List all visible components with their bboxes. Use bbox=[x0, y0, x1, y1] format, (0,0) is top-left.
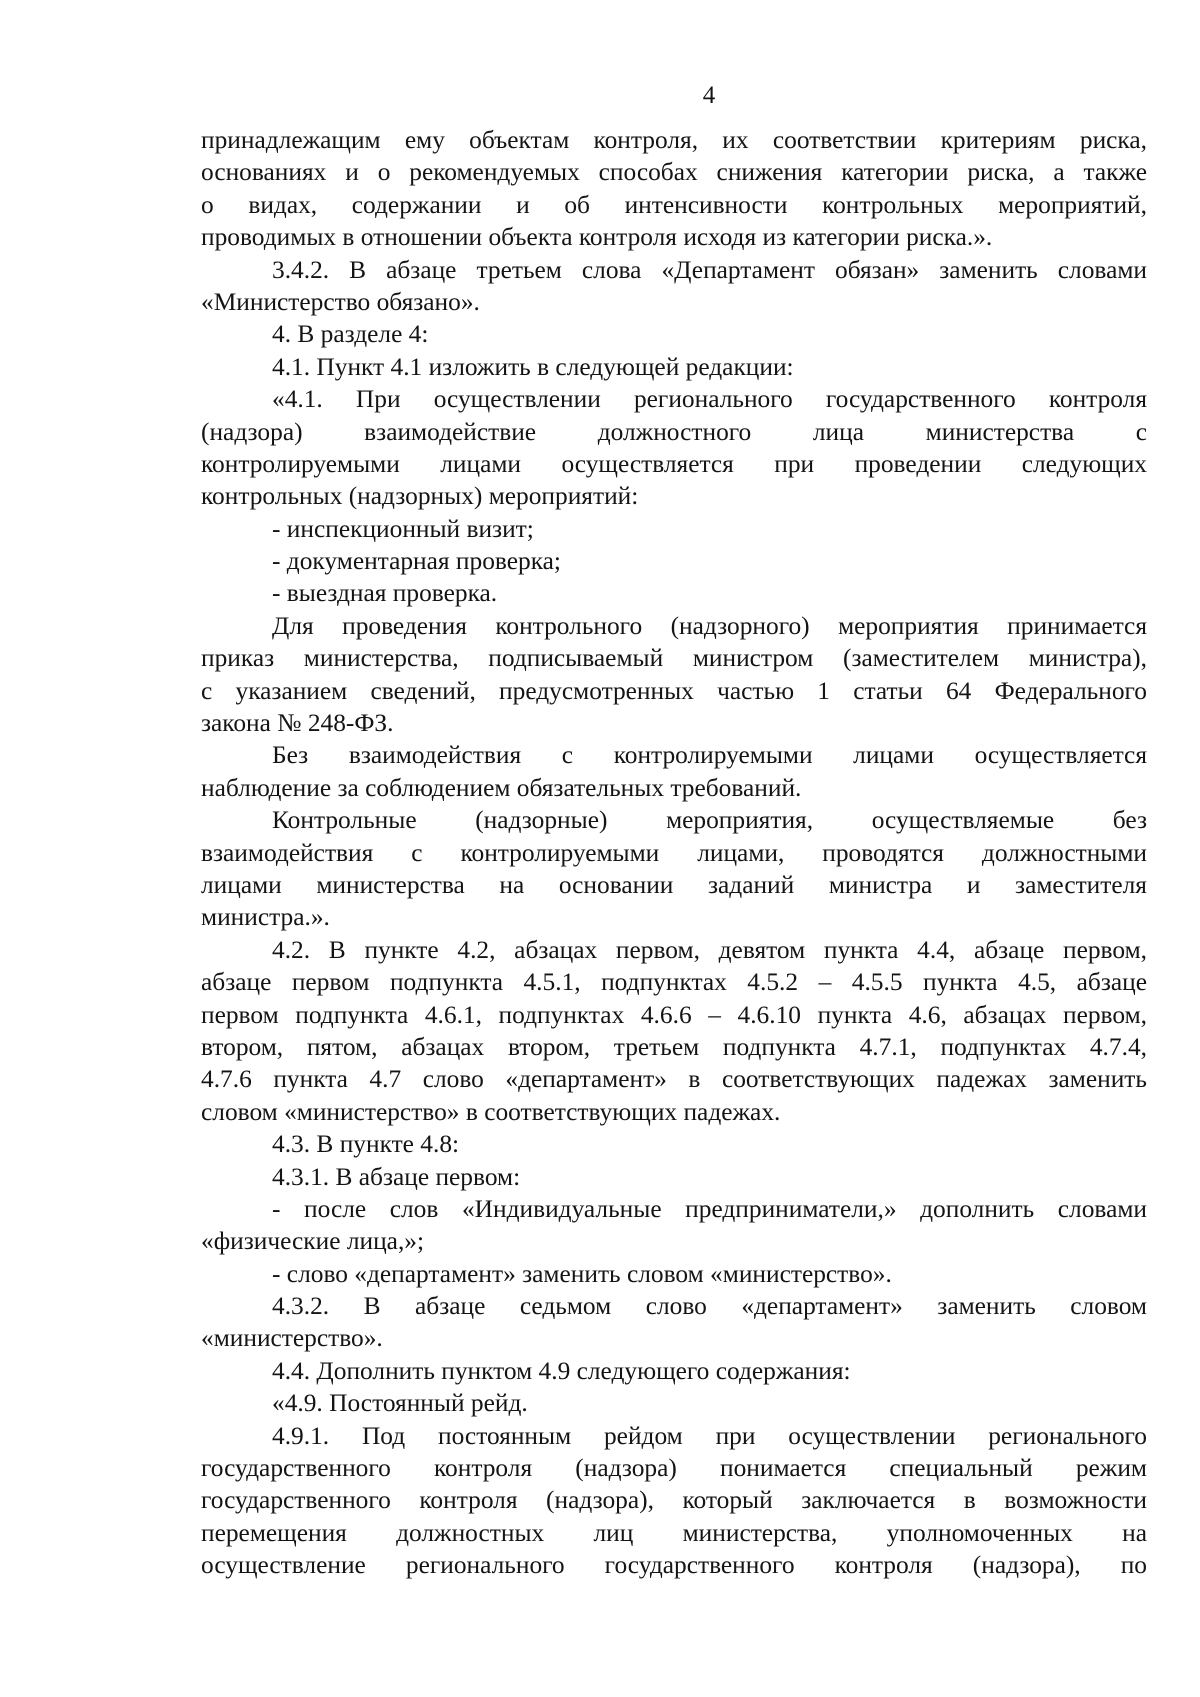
text-line: 4.4. Дополнить пунктом 4.9 следующего содержания: bbox=[272, 1356, 851, 1385]
text-line: основаниях и о рекомендуемых способах снижения категории риска, а также bbox=[201, 158, 1147, 187]
text-line: «Министерство обязано». bbox=[201, 287, 480, 316]
text-line: принадлежащим ему объектам контроля, их соответствии критериям риска, bbox=[201, 126, 1147, 154]
text-line: 4.3.2. В абзаце седьмом слово «департамент» заменить словом bbox=[272, 1292, 1147, 1321]
text-line: «4.9. Постоянный рейд. bbox=[272, 1389, 528, 1418]
text-line: государственного контроля (надзора) понимается специальный режим bbox=[201, 1454, 1147, 1483]
text-line: с указанием сведений, предусмотренных частью 1 статьи 64 Федерального bbox=[201, 676, 1147, 705]
text-line: закона № 248-ФЗ. bbox=[201, 709, 394, 738]
text-line: первом подпункта 4.6.1, подпунктах 4.6.6 – 4.6.10 пункта 4.6, абзацах первом, bbox=[201, 1000, 1147, 1029]
text-line: осуществление регионального государственного контроля (надзора), по bbox=[201, 1551, 1147, 1580]
text-line: - документарная проверка; bbox=[272, 547, 561, 576]
text-line: 4.3.1. В абзаце первом: bbox=[272, 1162, 521, 1191]
text-line: государственного контроля (надзора), который заключается в возможности bbox=[201, 1486, 1147, 1515]
text-line: Для проведения контрольного (надзорного) мероприятия принимается bbox=[272, 611, 1147, 640]
text-line: 4.3. В пункте 4.8: bbox=[272, 1130, 460, 1159]
text-line: перемещения должностных лиц министерства, уполномоченных на bbox=[201, 1518, 1147, 1547]
text-line: министра.». bbox=[201, 903, 330, 932]
text-line: контрольных (надзорных) мероприятий: bbox=[201, 482, 639, 511]
text-line: 4.1. Пункт 4.1 изложить в следующей редакции: bbox=[272, 352, 794, 381]
text-line: 4.2. В пункте 4.2, абзацах первом, девятом пункта 4.4, абзаце первом, bbox=[272, 935, 1147, 964]
text-line: проводимых в отношении объекта контроля исходя из категории риска.». bbox=[201, 223, 993, 252]
text-line: 4.7.6 пункта 4.7 слово «департамент» в соответствующих падежах заменить bbox=[201, 1065, 1147, 1094]
text-line: Контрольные (надзорные) мероприятия, осуществляемые без bbox=[272, 806, 1147, 835]
text-line: контролируемыми лицами осуществляется при проведении следующих bbox=[201, 449, 1147, 478]
text-line: Без взаимодействия с контролируемыми лицами осуществляется bbox=[272, 741, 1147, 770]
text-line: «4.1. При осуществлении регионального государственного контроля bbox=[272, 385, 1147, 414]
text-line: 4. В разделе 4: bbox=[272, 320, 429, 349]
text-line: «физические лица,»; bbox=[201, 1227, 425, 1256]
text-line: «министерство». bbox=[201, 1324, 383, 1353]
text-line: наблюдение за соблюдением обязательных требований. bbox=[201, 773, 802, 802]
document-body bbox=[201, 124, 1147, 1582]
text-line: - слово «департамент» заменить словом «министерство». bbox=[272, 1259, 892, 1288]
text-line: - выездная проверка. bbox=[272, 579, 498, 608]
text-line: взаимодействия с контролируемыми лицами, проводятся должностными bbox=[201, 838, 1147, 867]
text-line: приказ министерства, подписываемый министром (заместителем министра), bbox=[201, 644, 1147, 673]
text-line: о видах, содержании и об интенсивности контрольных мероприятий, bbox=[201, 190, 1147, 219]
text-line: - после слов «Индивидуальные предприниматели,» дополнить словами bbox=[272, 1194, 1147, 1223]
text-line: 3.4.2. В абзаце третьем слова «Департамент обязан» заменить словами bbox=[272, 255, 1147, 284]
text-line: словом «министерство» в соответствующих падежах. bbox=[201, 1097, 781, 1126]
text-line: (надзора) взаимодействие должностного лица министерства с bbox=[201, 417, 1147, 446]
text-line: втором, пятом, абзацах втором, третьем подпункта 4.7.1, подпунктах 4.7.4, bbox=[201, 1032, 1147, 1061]
text-line: лицами министерства на основании заданий министра и заместителя bbox=[201, 870, 1147, 899]
text-line: 4.9.1. Под постоянным рейдом при осуществлении регионального bbox=[272, 1421, 1147, 1450]
page-number: 4 bbox=[702, 82, 716, 109]
text-line: - инспекционный визит; bbox=[272, 514, 534, 543]
text-line: абзаце первом подпункта 4.5.1, подпунктах 4.5.2 – 4.5.5 пункта 4.5, абзаце bbox=[201, 968, 1147, 997]
